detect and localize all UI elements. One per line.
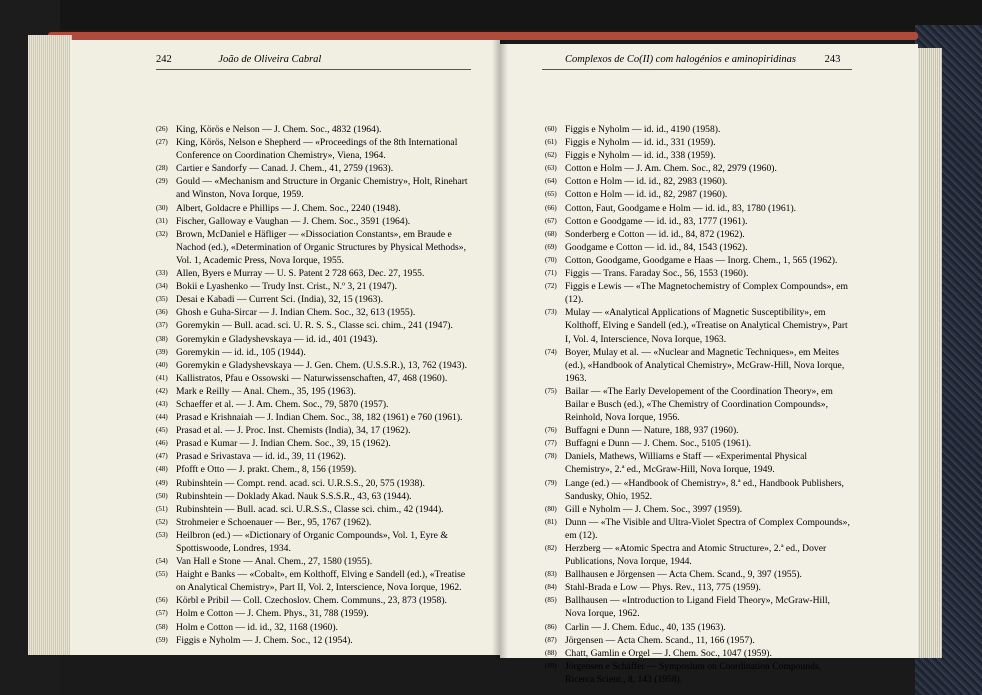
reference-text: Goodgame e Cotton — id. id., 84, 1543 (1962). bbox=[565, 241, 748, 253]
reference-text: Cotton, Goodgame, Goodgame e Haas — Inorg. Chem., 1, 565 (1962). bbox=[565, 254, 838, 266]
reference-item bbox=[156, 424, 474, 437]
reference-text: Rubinshtein — Compt. rend. acad. sci. U.R.S.S., 20, 575 (1938). bbox=[176, 477, 425, 489]
reference-number: (27) bbox=[156, 138, 168, 147]
reference-number: (85) bbox=[545, 596, 557, 605]
reference-item bbox=[156, 634, 474, 647]
reference-number: (75) bbox=[545, 386, 557, 395]
reference-number: (58) bbox=[156, 622, 168, 631]
reference-item bbox=[156, 555, 474, 568]
reference-number: (33) bbox=[156, 269, 168, 278]
reference-text: Goremykin e Gladyshevskaya — J. Gen. Chem. (U.S.S.R.), 13, 762 (1943). bbox=[176, 359, 467, 371]
reference-text: Cotton e Goodgame — id. id., 83, 1777 (1961). bbox=[565, 215, 748, 227]
reference-item bbox=[545, 346, 850, 385]
reference-text: Goremykin — Bull. acad. sci. U. R. S. S., Classe sci. chim., 241 (1947). bbox=[176, 320, 453, 332]
reference-number: (63) bbox=[545, 164, 557, 173]
reference-item bbox=[545, 215, 850, 228]
reference-text: Jörgensen — Acta Chem. Scand., 11, 166 (1957). bbox=[565, 634, 755, 646]
reference-number: (49) bbox=[156, 478, 168, 487]
reference-text: Figgis e Nyholm — J. Chem. Soc., 12 (1954). bbox=[176, 634, 353, 646]
reference-item bbox=[156, 490, 474, 503]
book-gutter bbox=[492, 40, 508, 658]
reference-text: Mark e Reilly — Anal. Chem., 35, 195 (1963). bbox=[176, 385, 356, 397]
reference-item bbox=[156, 450, 474, 463]
reference-text: Holm e Cotton — J. Chem. Phys., 31, 788 (1959). bbox=[176, 608, 369, 620]
reference-item bbox=[156, 123, 474, 136]
reference-text: Prasad e Srivastava — id. id., 39, 11 (1962). bbox=[176, 451, 346, 463]
reference-item bbox=[156, 359, 474, 372]
reference-text: Van Hall e Stone — Anal. Chem., 27, 1580 (1955). bbox=[176, 556, 373, 568]
reference-item bbox=[156, 202, 474, 215]
reference-number: (48) bbox=[156, 465, 168, 474]
reference-number: (29) bbox=[156, 177, 168, 186]
reference-text: Stahl-Brada e Low — Phys. Rev., 113, 775 (1959). bbox=[565, 582, 761, 594]
reference-text: Ghosh e Guha-Sircar — J. Indian Chem. Soc., 32, 613 (1955). bbox=[176, 307, 416, 319]
reference-number: (82) bbox=[545, 544, 557, 552]
reference-item bbox=[156, 372, 474, 385]
reference-text: Strohmeier e Schoenauer — Ber., 95, 1767 (1962). bbox=[176, 516, 372, 528]
reference-item bbox=[156, 333, 474, 346]
reference-text: Mulay — «Analytical Applications of Magnetic Susceptibility», em Kolthoff, Elving e Sandell (ed.), «Treatise on Analytical Chemistry», Part I, Vol. 4, Interscience, Nova Iorque, 1963. bbox=[565, 307, 848, 345]
reference-text: Brown, McDaniel e Häfliger — «Dissociation Constants», em Braude e Nachod (ed.), «Determination of Organic Structures by Physical Methods», Vol. 1, Academic Press, Nova Iorque, 1955. bbox=[176, 228, 466, 266]
reference-text: Sonderberg e Cotton — id. id., 84, 872 (1962). bbox=[565, 228, 745, 240]
reference-number: (83) bbox=[545, 570, 557, 579]
reference-item bbox=[156, 477, 474, 490]
reference-text: Kallistratos, Pfau e Ossowski — Naturwissenschaften, 47, 468 (1960). bbox=[176, 372, 448, 384]
reference-item bbox=[156, 607, 474, 620]
reference-text: Cotton e Holm — J. Am. Chem. Soc., 82, 2979 (1960). bbox=[565, 163, 777, 175]
reference-text: Figgis e Nyholm — id. id., 338 (1959). bbox=[565, 150, 716, 162]
reference-text: Carlin — J. Chem. Educ., 40, 135 (1963). bbox=[565, 621, 726, 633]
reference-item bbox=[545, 136, 850, 149]
reference-number: (73) bbox=[545, 308, 557, 317]
reference-item bbox=[545, 123, 850, 136]
reference-number: (89) bbox=[545, 661, 557, 670]
right-page-title: Complexos de Co(II) com halogénios e aminopiridinas bbox=[565, 54, 796, 65]
reference-item bbox=[545, 568, 850, 581]
reference-item bbox=[156, 529, 474, 555]
reference-item bbox=[545, 581, 850, 594]
left-running-head bbox=[156, 54, 321, 65]
reference-number: (70) bbox=[545, 255, 557, 264]
reference-item bbox=[545, 254, 850, 267]
reference-text: Figgis e Lewis — «The Magnetochemistry of Complex Compounds», em (12). bbox=[565, 281, 848, 306]
page-edges-left bbox=[28, 35, 72, 655]
reference-number: (37) bbox=[156, 321, 168, 330]
reference-item bbox=[156, 385, 474, 398]
reference-text: Dunn — «The Visible and Ultra-Violet Spectra of Complex Compounds», em (12). bbox=[565, 516, 850, 541]
reference-item bbox=[156, 594, 474, 607]
reference-number: (59) bbox=[156, 635, 168, 644]
left-page-number: 242 bbox=[156, 54, 172, 65]
reference-number: (79) bbox=[545, 478, 557, 487]
reference-text: Cotton, Faut, Goodgame e Holm — id. id., 83, 1780 (1961). bbox=[565, 202, 797, 214]
reference-text: Prasad e Krishnaiah — J. Indian Chem. Soc., 38, 182 (1961) e 760 (1961). bbox=[176, 412, 463, 424]
right-running-head bbox=[565, 54, 840, 65]
reference-text: Cartier e Sandorfy — Canad. J. Chem., 41, 2759 (1963). bbox=[176, 163, 394, 175]
reference-number: (56) bbox=[156, 596, 168, 605]
reference-number: (87) bbox=[545, 635, 557, 644]
reference-text: Chatt, Gamlin e Orgel — J. Chem. Soc., 1047 (1959). bbox=[565, 647, 772, 659]
reference-text: Daniels, Mathews, Williams e Staff — «Experimental Physical Chemistry», 2.ª ed., McGraw-Hill, Nova Iorque, 1949. bbox=[565, 451, 807, 476]
reference-number: (67) bbox=[545, 216, 557, 225]
reference-number: (61) bbox=[545, 138, 557, 147]
reference-text: Desai e Kabadi — Current Sci. (India), 32, 15 (1963). bbox=[176, 294, 384, 306]
reference-item bbox=[545, 267, 850, 280]
left-reference-list bbox=[156, 123, 474, 647]
reference-number: (60) bbox=[545, 125, 557, 133]
reference-text: Heilbron (ed.) — «Dictionary of Organic Compounds», Vol. 1, Eyre & Spottiswoode, Londres, 1934. bbox=[176, 529, 448, 554]
reference-number: (42) bbox=[156, 386, 168, 395]
reference-number: (77) bbox=[545, 439, 557, 448]
reference-item bbox=[156, 280, 474, 293]
reference-item bbox=[545, 477, 850, 503]
reference-item bbox=[156, 319, 474, 332]
book-spine-edge bbox=[48, 32, 918, 40]
book-cover-top bbox=[0, 0, 982, 30]
reference-item bbox=[545, 424, 850, 437]
reference-number: (44) bbox=[156, 413, 168, 422]
reference-number: (39) bbox=[156, 347, 168, 356]
reference-item bbox=[156, 516, 474, 529]
reference-text: Albert, Goldacre e Phillips — J. Chem. Soc., 2240 (1948). bbox=[176, 202, 401, 214]
reference-number: (86) bbox=[545, 622, 557, 631]
reference-text: Bokii e Lyashenko — Trudy Inst. Crist., N.º 3, 21 (1947). bbox=[176, 281, 397, 293]
reference-number: (52) bbox=[156, 517, 168, 526]
reference-item bbox=[156, 621, 474, 634]
reference-text: Boyer, Mulay et al. — «Nuclear and Magnetic Techniques», em Meites (ed.), «Handbook of Analytical Chemistry», McGraw-Hill, Nova Iorque, 1963. bbox=[565, 346, 845, 384]
reference-number: (88) bbox=[545, 648, 557, 657]
reference-number: (62) bbox=[545, 151, 557, 160]
reference-text: Allen, Byers e Murray — U. S. Patent 2 728 663, Dec. 27, 1955. bbox=[176, 268, 425, 280]
reference-number: (26) bbox=[156, 125, 168, 133]
reference-text: King, Körös e Nelson — J. Chem. Soc., 4832 (1964). bbox=[176, 124, 382, 135]
reference-number: (28) bbox=[156, 164, 168, 173]
reference-item bbox=[545, 594, 850, 620]
reference-item bbox=[545, 188, 850, 201]
reference-number: (45) bbox=[156, 426, 168, 435]
reference-item bbox=[545, 437, 850, 450]
reference-number: (64) bbox=[545, 177, 557, 186]
reference-text: Cotton e Holm — id. id., 82, 2987 (1960). bbox=[565, 189, 728, 201]
reference-number: (35) bbox=[156, 295, 168, 304]
left-header-rule bbox=[156, 69, 471, 70]
reference-item bbox=[545, 162, 850, 175]
reference-item bbox=[545, 634, 850, 647]
reference-text: Haight e Banks — «Cobalt», em Kolthoff, Elving e Sandell (ed.), «Treatise on Analytical Chemistry», Part II, Vol. 2, Interscience, Nova Iorque, 1962. bbox=[176, 569, 466, 594]
reference-number: (68) bbox=[545, 229, 557, 238]
reference-text: Rubinshtein — Bull. acad. sci. U.R.S.S., Classe sci. chim., 42 (1944). bbox=[176, 503, 444, 515]
reference-number: (71) bbox=[545, 269, 557, 278]
reference-text: Prasad et al. — J. Proc. Inst. Chemists (India), 34, 17 (1962). bbox=[176, 425, 411, 437]
reference-item bbox=[545, 621, 850, 634]
reference-text: Herzberg — «Atomic Spectra and Atomic Structure», 2.ª ed., Dover Publications, Nova Iorque, 1944. bbox=[565, 543, 827, 568]
reference-item bbox=[545, 149, 850, 162]
reference-text: Goremykin e Gladyshevskaya — id. id., 401 (1943). bbox=[176, 333, 378, 345]
reference-item bbox=[156, 267, 474, 280]
reference-item bbox=[545, 306, 850, 345]
reference-text: Lange (ed.) — «Handbook of Chemistry», 8.ª ed., Handbook Publishers, Sandusky, Ohio, 1952. bbox=[565, 477, 844, 502]
right-page-number: 243 bbox=[824, 54, 841, 65]
reference-number: (55) bbox=[156, 570, 168, 579]
reference-number: (43) bbox=[156, 399, 168, 408]
reference-text: Ballhausen e Jörgensen — Acta Chem. Scand., 9, 397 (1955). bbox=[565, 569, 802, 581]
reference-item bbox=[156, 228, 474, 267]
reference-item bbox=[156, 463, 474, 476]
reference-item bbox=[545, 175, 850, 188]
reference-item bbox=[156, 398, 474, 411]
reference-number: (40) bbox=[156, 360, 168, 369]
reference-text: Gill e Nyholm — J. Chem. Soc., 3997 (1959). bbox=[565, 503, 743, 515]
reference-item bbox=[156, 293, 474, 306]
reference-text: Cotton e Holm — id. id., 82, 2983 (1960). bbox=[565, 176, 728, 188]
reference-text: Figgis e Nyholm — id. id., 331 (1959). bbox=[565, 137, 716, 149]
reference-item bbox=[156, 346, 474, 359]
reference-item bbox=[156, 215, 474, 228]
reference-text: Körbl e Pribil — Coll. Czechoslov. Chem. Communs., 23, 873 (1958). bbox=[176, 595, 447, 607]
reference-number: (72) bbox=[545, 282, 557, 291]
reference-number: (57) bbox=[156, 609, 168, 618]
reference-number: (31) bbox=[156, 216, 168, 225]
reference-item bbox=[545, 660, 850, 686]
reference-item bbox=[545, 503, 850, 516]
reference-item bbox=[545, 385, 850, 424]
reference-number: (36) bbox=[156, 308, 168, 317]
reference-item bbox=[545, 202, 850, 215]
reference-item bbox=[545, 542, 850, 568]
reference-number: (38) bbox=[156, 334, 168, 343]
reference-item bbox=[545, 450, 850, 476]
reference-number: (81) bbox=[545, 517, 557, 526]
reference-item bbox=[545, 228, 850, 241]
reference-number: (69) bbox=[545, 242, 557, 251]
reference-text: Figgis — Trans. Faraday Soc., 56, 1553 (1960). bbox=[565, 268, 749, 280]
reference-text: Prasad e Kumar — J. Indian Chem. Soc., 39, 15 (1962). bbox=[176, 438, 391, 450]
reference-number: (80) bbox=[545, 504, 557, 513]
right-reference-list bbox=[545, 123, 850, 686]
reference-item bbox=[545, 241, 850, 254]
reference-text: Schaeffer et al. — J. Am. Chem. Soc., 79, 5870 (1957). bbox=[176, 398, 389, 410]
reference-text: Buffagni e Dunn — J. Chem. Soc., 5105 (1961). bbox=[565, 438, 752, 450]
reference-text: Rubinshtein — Doklady Akad. Nauk S.S.S.R., 43, 63 (1944). bbox=[176, 490, 412, 502]
reference-number: (78) bbox=[545, 452, 557, 461]
reference-item bbox=[545, 280, 850, 306]
reference-number: (54) bbox=[156, 557, 168, 566]
reference-number: (74) bbox=[545, 347, 557, 356]
reference-item bbox=[156, 136, 474, 162]
reference-number: (65) bbox=[545, 190, 557, 199]
reference-number: (51) bbox=[156, 504, 168, 513]
reference-text: Ballhausen — «Introduction to Ligand Field Theory», McGraw-Hill, Nova Iorque, 1962. bbox=[565, 595, 830, 620]
reference-item bbox=[156, 411, 474, 424]
reference-text: King, Körös, Nelson e Shepherd — «Proceedings of the 8th International Conference on Coordination Chemistry», Viena, 1964. bbox=[176, 137, 458, 162]
reference-item bbox=[156, 175, 474, 201]
reference-number: (41) bbox=[156, 373, 168, 382]
reference-item bbox=[156, 503, 474, 516]
reference-text: Fischer, Galloway e Vaughan — J. Chem. Soc., 3591 (1964). bbox=[176, 215, 411, 227]
reference-text: Figgis e Nyholm — id. id., 4190 (1958). bbox=[565, 124, 721, 135]
reference-number: (30) bbox=[156, 203, 168, 212]
reference-text: Buffagni e Dunn — Nature, 188, 937 (1960). bbox=[565, 425, 739, 437]
reference-item bbox=[545, 647, 850, 660]
reference-text: Goremykin — id. id., 105 (1944). bbox=[176, 346, 306, 358]
reference-item bbox=[156, 306, 474, 319]
reference-number: (53) bbox=[156, 530, 168, 539]
reference-item bbox=[156, 437, 474, 450]
reference-text: Pfofft e Otto — J. prakt. Chem., 8, 156 (1959). bbox=[176, 464, 357, 476]
reference-text: Jörgensen e Schäffer — Symposium on Coordination Compounds, Ricerca Scient., 8, 143 (1958). bbox=[565, 660, 821, 685]
reference-number: (76) bbox=[545, 426, 557, 435]
reference-number: (46) bbox=[156, 439, 168, 448]
reference-text: Bailar — «The Early Developement of the Coordination Theory», em Bailar e Busch (ed.), «The Chemistry of Coordination Compounds», Reinhold, Nova Iorque, 1956. bbox=[565, 385, 833, 424]
right-header-rule bbox=[542, 69, 852, 70]
reference-number: (34) bbox=[156, 282, 168, 291]
reference-item bbox=[156, 162, 474, 175]
left-page-title: João de Oliveira Cabral bbox=[218, 54, 322, 65]
reference-text: Holm e Cotton — id. id., 32, 1168 (1960). bbox=[176, 621, 338, 633]
reference-number: (66) bbox=[545, 203, 557, 212]
reference-number: (32) bbox=[156, 229, 168, 238]
reference-number: (84) bbox=[545, 583, 557, 592]
reference-number: (47) bbox=[156, 452, 168, 461]
reference-text: Gould — «Mechanism and Structure in Organic Chemistry», Holt, Rinehart and Winston, Nova Iorque, 1959. bbox=[176, 176, 468, 201]
reference-item bbox=[545, 516, 850, 542]
reference-number: (50) bbox=[156, 491, 168, 500]
reference-item bbox=[156, 568, 474, 594]
